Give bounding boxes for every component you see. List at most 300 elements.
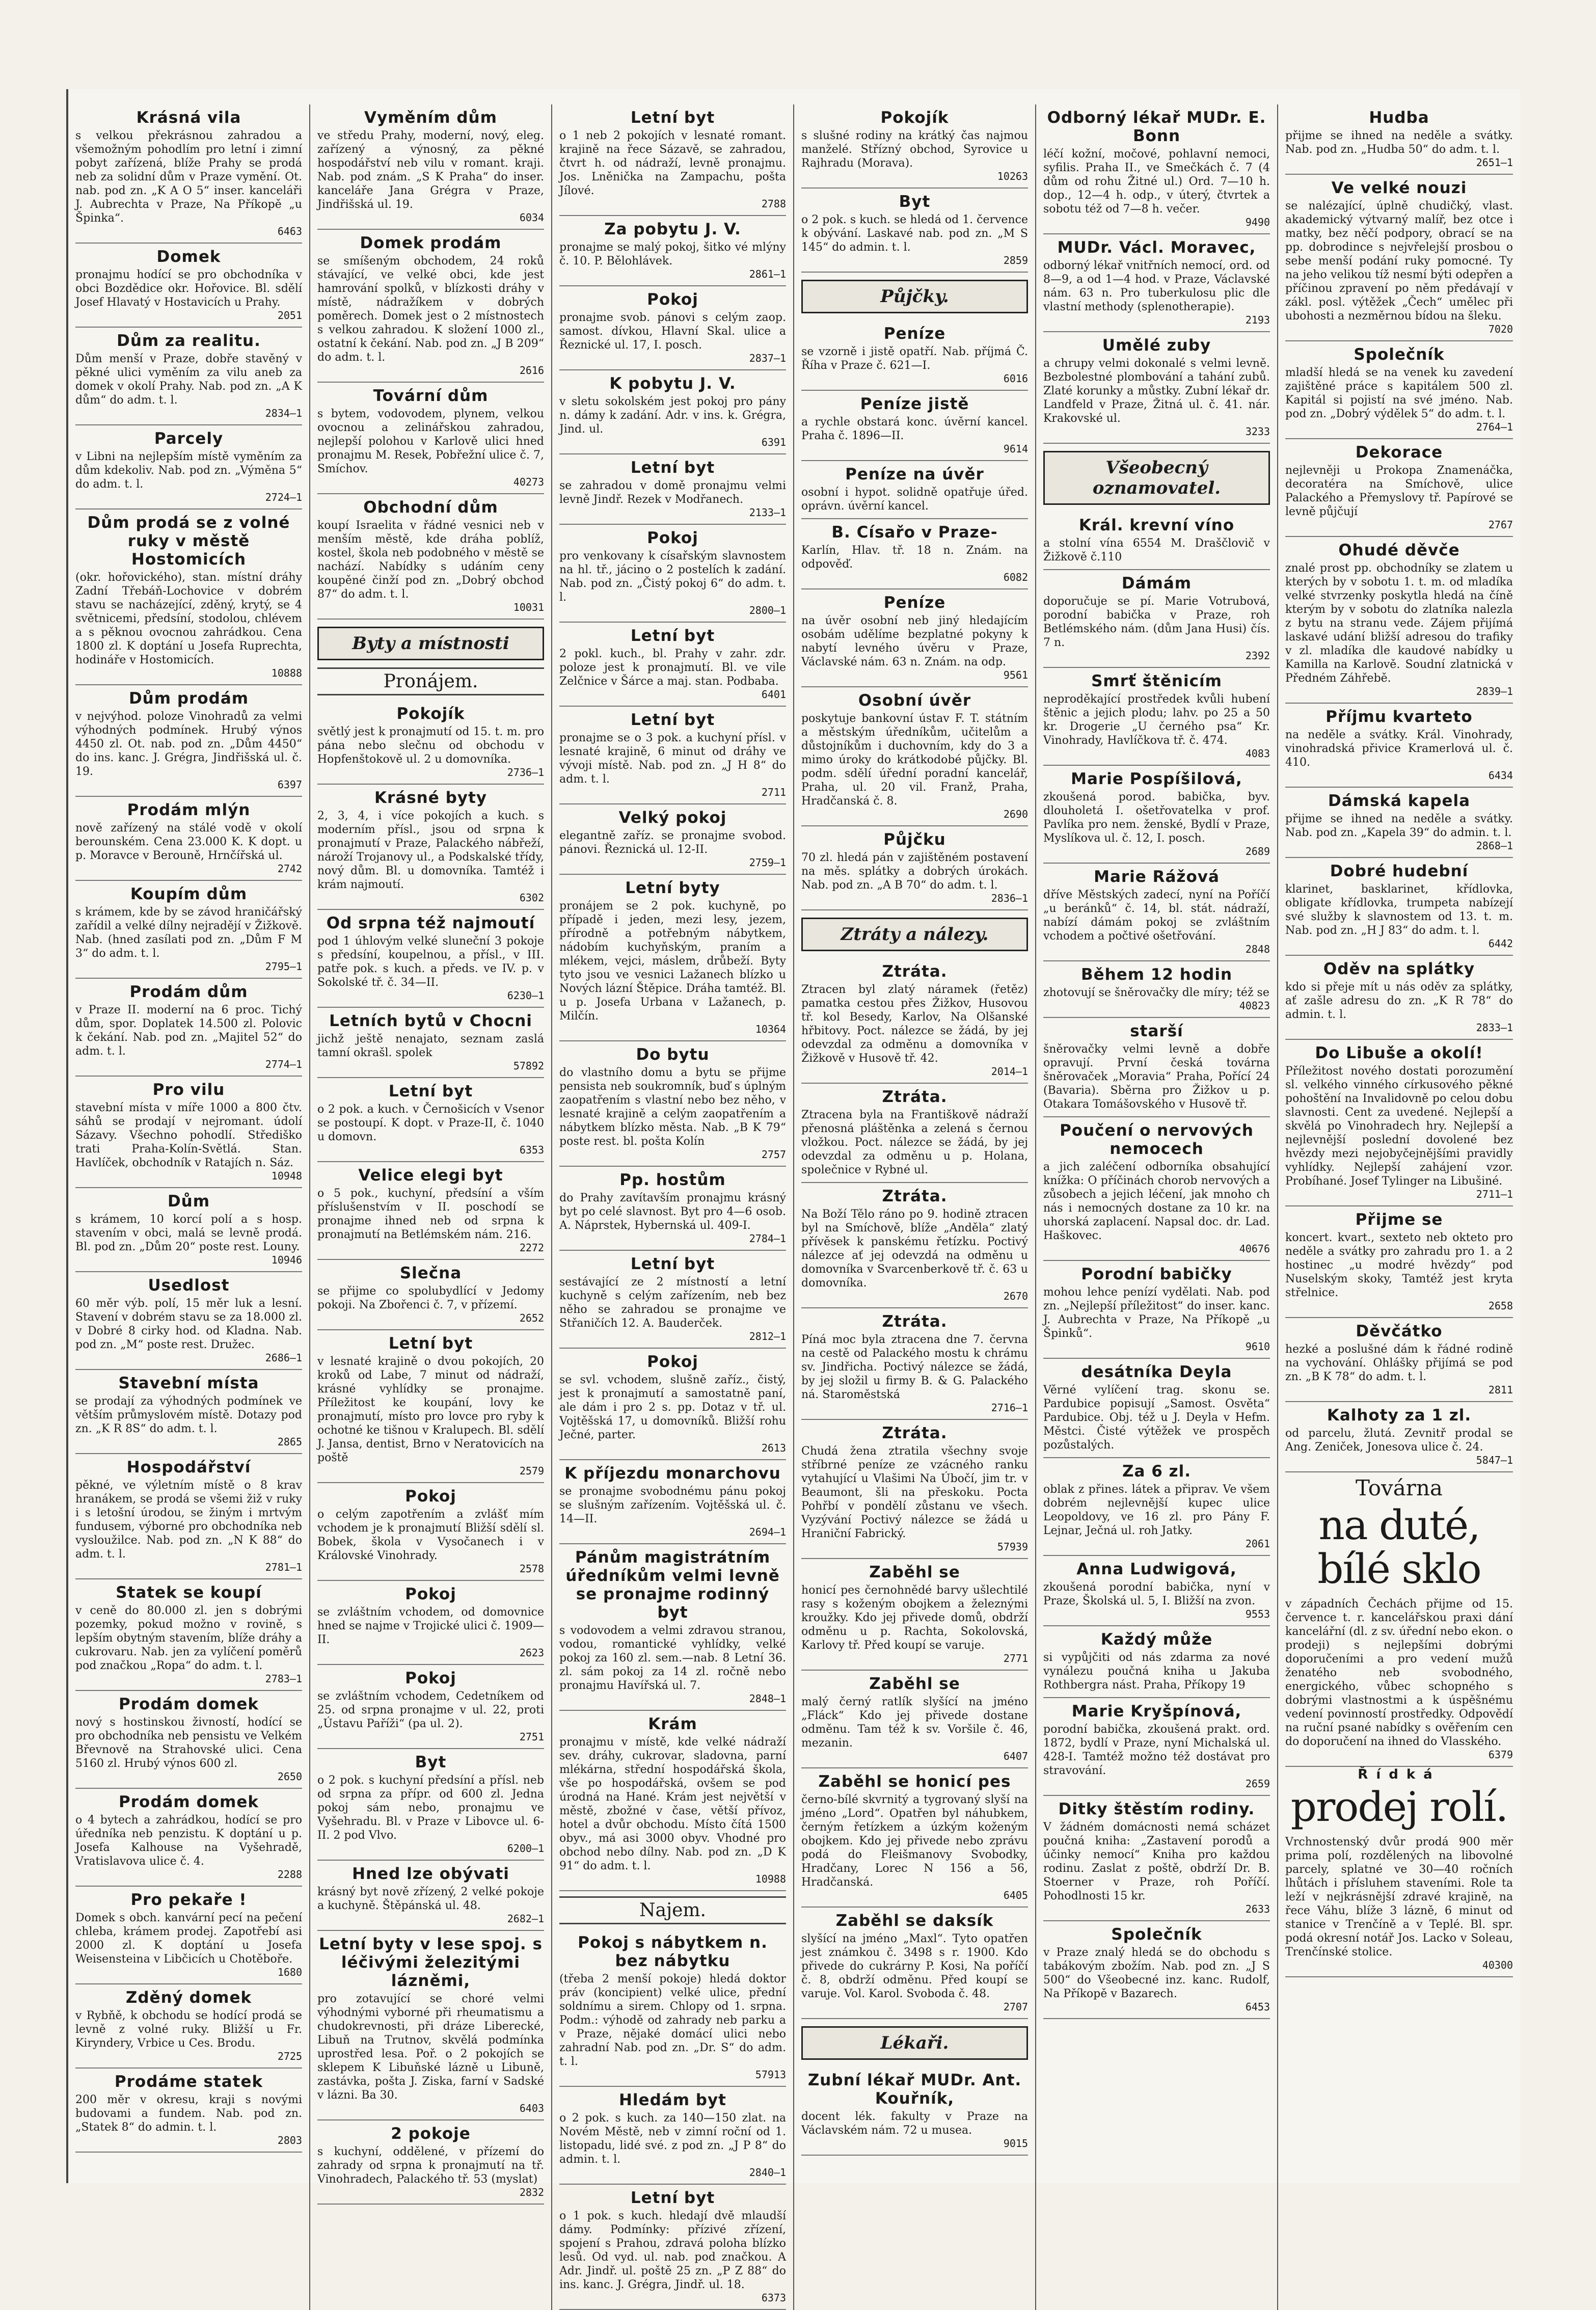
classified-ad <box>559 707 786 804</box>
classified-ad <box>317 230 544 383</box>
ad-number: 3233 <box>1245 425 1270 438</box>
classified-ad <box>317 1008 544 1078</box>
classified-ad <box>317 104 544 230</box>
ad-body: a chrupy velmi dokonalé s velmi levně. Bezbolestné plombování a tahání zubů. Zlaté korunky a můstky. Zubní lékař dr. Landfeld v Praze, Žitná ul. č. 41. nár. Krakovské ul. <box>1043 357 1270 425</box>
ad-body: osobní i hypot. solidně opatřuje úřed. oprávn. úvěrní kancel. <box>801 486 1028 513</box>
ad-body: o 2 pok. s kuch. za 140—150 zlat. na Novém Městě, neb v zimní roční od 1. listopadu, lidé své. z pod zn. „J P 8“ do admin. t. l. <box>559 2112 786 2166</box>
ad-number: 6082 <box>1003 571 1028 583</box>
ad-number: 2690 <box>1003 808 1028 820</box>
ad-number: 2616 <box>519 364 544 377</box>
classified-ad <box>75 2069 302 2153</box>
classified-ad <box>559 1349 786 1460</box>
classified-ad <box>75 1370 302 1454</box>
classified-ad <box>317 701 544 785</box>
ad-body: pronajmu hodící se pro obchodníka v obci Bozdědice okr. Hořovice. Bl. sdělí Josef Hlavatý v Hostavicích u Prahy. <box>75 268 302 309</box>
ad-title: Letní byt <box>388 1082 473 1100</box>
ad-body: 60 měr výb. polí, 15 měr luk a lesní. Stavení v dobrém stavu se za 18.000 zl. v Dobré 8 cirky hod. od Kladna. Nab. pod zn. „M“ poste rest. Družec. <box>75 1297 302 1351</box>
classified-ad <box>317 494 544 620</box>
ad-body: stavební místa v míře 1000 a 800 čtv. sáhů se prodají v nejromant. údolí Sázavy. Všechno pohodlí. Střediško trati Praha-Kolín-Světlá. Stan. Havlíček, obchodník v Ratajích n. Sáz. <box>75 1102 302 1169</box>
ad-title: Pro vilu <box>152 1081 225 1099</box>
ad-number: 2014—1 <box>991 1065 1028 1078</box>
ad-number: 2651—1 <box>1476 156 1513 169</box>
ad-title: Prodáme statek <box>114 2073 263 2091</box>
ad-title: Marie Pospíšilová, <box>1071 770 1242 788</box>
ad-title: Letní byt <box>630 2189 715 2207</box>
ad-body: v lesnaté krajině o dvou pokojích, 20 kroků od Labe, 7 minut od nádraží, krásné vyhlídky se pronajme. Příležitost ke koupání, lovy ke pronajmutí, místo pro lovce pro ryby k ochotné ke tišnou v Kralupech. Bl. sdělí J. Jansa, dentist, Brno v Neratovicích na poště <box>317 1355 544 1464</box>
ad-number: 9490 <box>1245 216 1270 228</box>
classified-ad <box>559 370 786 454</box>
ad-title: Velký pokoj <box>618 809 727 827</box>
ad-number: 2833—1 <box>1476 1022 1513 1034</box>
ad-title: Ztráta. <box>882 1187 948 1205</box>
ad-body: honicí pes černohnědé barvy ušlechtilé rasy s koženým obojkem a železnými kroužky. Kdo jej přivede domů, obdrží odměnu u p. Rachta, Sokolovská, Karlovy tř. Před koupí se varuje. <box>801 1584 1028 1652</box>
classified-ad <box>559 1544 786 1711</box>
ad-body: o 2 pok. s kuch. se hledá od 1. července k obývání. Laskavé nab. pod zn. „M S 145“ do admin. t. l. <box>801 213 1028 254</box>
classified-ad <box>1043 234 1270 332</box>
classified-ad <box>559 104 786 216</box>
ad-title: Peníze <box>883 594 946 612</box>
ad-number: 2783—1 <box>265 1673 302 1685</box>
ad-body: Chudá žena ztratila všechny svoje stříbrné peníze ze vzácného ranku vytahující u Vlašimi Na Úbočí, jim tr. v Beaumont, šli na přeskoku. Pocta Pohřbí v pondělí zůstanu ve všech. Vyzývání Poctivý nálezce se žádá u Hraniční Fabrický. <box>801 1445 1028 1540</box>
ad-title: Odborný lékař MUDr. E. Bonn <box>1047 109 1266 145</box>
classified-ad <box>75 1789 302 1887</box>
classified-ad <box>559 623 786 707</box>
ad-body: pěkné, ve výletním místě o 8 krav hranákem, se prodá se všemi žiž v ruky i s letošní úrodou, se žiným i mrtvým fundusem, výborné pro obchodníka neb vysloužilce. Nab. pod zn. „N K 88“ do adm. t. l. <box>75 1479 302 1561</box>
ad-title: Porodní babičky <box>1081 1265 1232 1283</box>
ad-title: Pokoj <box>647 290 698 309</box>
ad-body: šněrovačky velmi levně a dobře opravují. První česká továrna šněrovaček „Moravia“ Praha, Pořící 24 (Bavaria). Sběrna pro Žižkov u p. Otakara Tomášovského v Husově tř. <box>1043 1043 1270 1111</box>
classified-ad <box>801 958 1028 1084</box>
ad-title: Prodám dům <box>129 983 248 1001</box>
classified-ad <box>801 1908 1028 2019</box>
ad-number: 9610 <box>1245 1340 1270 1353</box>
ad-number: 10364 <box>755 1023 786 1035</box>
ad-title: Do bytu <box>636 1045 710 1064</box>
classified-ad <box>559 2087 786 2185</box>
ad-number: 2051 <box>277 309 302 321</box>
classified-ad <box>559 875 786 1041</box>
classified-ad <box>75 1272 302 1370</box>
ad-body: poskytuje bankovní ústav F. T. státním a městským úředníkům, učitelům a důstojníkům i duchovním, kdy do 3 a mimo úroky do krátkodobé půjčky. Bl. podm. sdělí úřední poradní kancelář, Praha, ul. 20 vil. Franž, Praha, Hradčanská č. 8. <box>801 712 1028 808</box>
ad-number: 6463 <box>277 225 302 237</box>
classified-ad <box>801 1183 1028 1308</box>
classified-ad <box>75 1454 302 1579</box>
column-3 <box>552 104 794 2310</box>
ad-body: s vodovodem a velmi zdravou stranou, vodou, romantické vyhlídky, velké pokoj za 160 zl. sem.—nab. 8 Letní 36. zl. sám pokoj za 14 zl. ročně nebo pronajmu Havířská ul. 7. <box>559 1624 786 1692</box>
ad-body: se pronajme svobodnému pánu pokoj se slušným zařízením. Vojtěšská ul. č. 14—II. <box>559 1485 786 1525</box>
classified-ad <box>75 979 302 1077</box>
classified-ad <box>559 1167 786 1251</box>
newspaper-page <box>66 89 1520 2304</box>
ad-title: Slečna <box>399 1264 462 1282</box>
ad-body: v západních Čechách přijme od 15. července t. r. kancelářskou praxi dání kancelářní (dl. z sv. úřední nebo ekon. o prodeji) s nejlepšími dobrými doporučeními a pro vedení mužů ženatého neb svobodného, energického, vůbec schopného s dobrými vlastnostmi a k úspěšnému vedení povinností prostředky. Odpovědí na ruční psané nabídky s ověřením cen do doporučení na ihned do Vlasského. <box>1285 1598 1513 1748</box>
ad-title: Letních bytů v Chocni <box>329 1012 532 1030</box>
classified-ad <box>801 104 1028 189</box>
ad-body: pronajme se o 3 pok. a kuchyní přísl. v lesnaté krajině, 6 minut od dráhy ve vývoji místě. Nab. pod zn. „J H 8“ do adm. t. l. <box>559 732 786 786</box>
ad-number: 2670 <box>1003 1290 1028 1302</box>
ad-body: zhotovují se šněrovačky dle míry; též se <box>1043 986 1269 999</box>
ad-title: Letní byt <box>630 1255 715 1273</box>
ad-number: 2724—1 <box>265 491 302 503</box>
ad-body: s krámem, kde by se závod hraničářský zařídil a velké dílny nejradějí v Žižkově. Nab. (hned zasílati pod zn. „Dům F M 3“ do adm. t. l. <box>75 906 302 960</box>
classified-ad <box>317 1483 544 1581</box>
ad-number: 9553 <box>1245 1608 1270 1620</box>
ad-number: 2689 <box>1245 845 1270 857</box>
ad-body: v nejvýhod. poloze Vinohradů za velmi výhodných podmínek. Hrubý výnos 4450 zl. Ot. nab. pod zn. „Dům 4450“ do ins. kanc. J. Grégra, Jindřišská ul. č. 19. <box>75 710 302 778</box>
ad-number: 2784—1 <box>749 1232 786 1245</box>
ad-body: hezké a poslušné dám k řádné rodině na vychování. Ohlášky přijímá se pod zn. „B K 78“ do adm. t. l. <box>1285 1343 1513 1383</box>
ad-number: 40273 <box>513 476 544 488</box>
ad-number: 2578 <box>519 1563 544 1575</box>
ad-title: Dům prodá se z volné ruky v městě Hostomicích <box>87 514 290 569</box>
ad-title: Ve velké nouzi <box>1331 179 1467 197</box>
classified-ad <box>801 1084 1028 1183</box>
ad-body: 2, 3, 4, i více pokojích a kuch. s moderním přísl., jsou od srpna k pronajmutí v Praze, Palackého nábřeží, nároží Trojanovy ul., a Podskalské třídy, nový dům. Bl. u domovníka. Tamtéž i krám najmoutí. <box>317 810 544 891</box>
ad-title: Za pobytu J. V. <box>604 220 741 238</box>
column-2 <box>310 104 552 2310</box>
ad-title: Marie Kryšpínová, <box>1071 1702 1242 1721</box>
ad-body: v Libni na nejlepším místě vyměním za dům kdekoliv. Nab. pod zn. „Výměna 5“ do adm. t. l. <box>75 450 302 491</box>
ad-title: Letní byty v lese spoj. s léčivými železitými lázněmi, <box>319 1935 543 1990</box>
classified-ad <box>1043 961 1270 1018</box>
ad-body: v ceně do 80.000 zl. jen s dobrými pozemky, pokud možno v rovině, s lepším obytným stavením, blíže dráhy a cukrovaru. Nab. jen za vylíčení poměrů pod značkou „Ropa“ do adm. t. l. <box>75 1604 302 1672</box>
ad-body: a stolní vína 6554 M. Draščlovič v Žižkově č.110 <box>1043 537 1270 563</box>
ad-title: Marie Rážová <box>1094 868 1220 886</box>
ad-title: Zaběhl se honicí pes <box>818 1772 1011 1791</box>
classified-ad <box>1043 1359 1270 1458</box>
classified-ad <box>75 1579 302 1691</box>
ad-number: 2837—1 <box>749 352 786 364</box>
ad-body: přijme se ihned na neděle a svátky. Nab. pod zn. „Hudba 50“ do adm. t. l. <box>1285 129 1513 156</box>
classified-ad <box>1285 1318 1513 1402</box>
section-heading: Půjčky. <box>801 280 1028 313</box>
ad-number: 2811 <box>1488 1384 1513 1396</box>
ad-number: 2694—1 <box>749 1526 786 1538</box>
ad-body: (třeba 2 menší pokoje) hledá doktor práv (koncipient) velké ulice, přední soldnímu a sirem. Chlopy od 1. srpna. Podm.: výhodě od zahrady neb parku a v Praze, nějaké domácí ulici nebo zahradní Nab. pod zn. „Dr. S“ do adm. t. l. <box>559 1973 786 2068</box>
classified-ad <box>317 785 544 910</box>
classified-ad <box>75 881 302 979</box>
ad-number: 10888 <box>271 667 302 679</box>
ad-number: 40300 <box>1482 1959 1513 1971</box>
ad-number: 2272 <box>519 1242 544 1254</box>
ad-title: Pokoj <box>405 1487 456 1506</box>
ad-body: doporučuje se pí. Marie Votrubová, porodní babička v Praze, roh Betlémského nám. (dům Jana Husi) čís. 7 n. <box>1043 595 1270 649</box>
ad-title: Dámská kapela <box>1328 792 1471 810</box>
classified-ad <box>317 1330 544 1483</box>
ad-title: K pobytu J. V. <box>609 374 736 393</box>
classified-ad <box>75 797 302 881</box>
ad-number: 2133—1 <box>749 506 786 519</box>
ad-body: o 1 pok. s kuch. hledají dvě mlaudší dámy. Podmínky: přízivé zřízení, spojení s Prahou, zdravá poloha blízko lesů. Od vyd. ul. nab. pod značkou. A Adr. Jindř. ul. poště 25 zn. „P Z 88“ do ins. kanc. J. Grégra, Jindř. ul. 18. <box>559 2210 786 2291</box>
column-5 <box>1036 104 1278 2310</box>
ad-body: docent lék. fakulty v Praze na Václavském nám. 72 u musea. <box>801 2110 1028 2137</box>
ad-title: Zaběhl se <box>869 1675 960 1693</box>
ad-body: v Rybňě, k obchodu se hodící prodá se levně z volné ruky. Bližší u Fr. Kiryndery, Vrbice u Ces. Brodu. <box>75 2009 302 2050</box>
ad-title: Umělé zuby <box>1102 336 1211 355</box>
ad-title: Hledám byt <box>618 2091 726 2109</box>
classified-ad <box>801 2067 1028 2156</box>
ad-number: 2392 <box>1245 650 1270 662</box>
ad-title: Pánům magistrátním úředníkům velmi levně se pronajme rodinný byt <box>565 1548 780 1622</box>
display-headline: na duté, bílé sklo <box>1317 1501 1481 1593</box>
ad-title: Vyměním dům <box>364 109 497 127</box>
ad-number: 5847—1 <box>1476 1454 1513 1466</box>
classified-ad <box>1285 341 1513 439</box>
classified-ad <box>75 1188 302 1272</box>
ad-title: Peníze <box>883 325 946 343</box>
ad-title: Letní byt <box>630 627 715 645</box>
ad-number: 9614 <box>1003 443 1028 455</box>
ad-title: Každý může <box>1100 1630 1213 1649</box>
ad-title: Pokoj <box>405 1585 456 1603</box>
classified-ad <box>317 1749 544 1861</box>
ad-body: se nalézající, úplně chudičký, vlast. akademický výtvarný malíř, bez otce i matky, bez něčí podpory, obrací se na pp. dobrodince s nejvřelejší prosbou o sebe menší podání ruky pomocné. Ty na jeho velikou tíž nesmí býti odepřen a příčinou zpravení po něm předávají v zákl. posl. výtěžek „Čech“ umělec při ubohosti a nezměrnou bídou na šleku. <box>1285 200 1513 323</box>
classified-ad <box>75 1887 302 1984</box>
ad-number: 6302 <box>519 892 544 904</box>
ad-body: na úvěr osobní neb jiný hledajícím osobám udělíme bezplatné pokyny k nabytí levného úvěru v Praze, Václavské nám. 63 n. Znám. na odp. <box>801 614 1028 668</box>
ad-title: Ohudé děvče <box>1338 541 1460 559</box>
classified-ad <box>1043 1626 1270 1698</box>
classified-ad <box>75 1984 302 2069</box>
ad-number: 2836—1 <box>991 892 1028 904</box>
classified-ad <box>1285 956 1513 1040</box>
ad-number: 2834—1 <box>265 407 302 419</box>
ad-number: 2736—1 <box>507 766 544 778</box>
ad-number: 6434 <box>1488 769 1513 782</box>
ad-number: 10031 <box>513 601 544 613</box>
ad-title: Zděný domek <box>125 1989 252 2007</box>
classified-columns <box>68 104 1520 2304</box>
ad-body: a jich zaléčení odborníka obsahující knížka: O příčinách chorob nervových a zůsobech a jejich léčení, jak mnoho ch nás i nemocných dostane za 10 kr. na uhorská zaplacení. Napsal doc. dr. Lad. Haškovec. <box>1043 1161 1270 1242</box>
ad-title: Pokojík <box>396 705 465 723</box>
ad-number: 2652 <box>519 1312 544 1324</box>
ad-number: 6353 <box>519 1144 544 1156</box>
ad-body: se svl. vchodem, slušně zaříz., čistý, jest k pronajmutí a samostatně paní, ale dám i pro 2 s. pp. Dotaz v tř. ul. Vojtěšská 17, u domovníků. Bližší rohu Ječné, parter. <box>559 1374 786 1441</box>
ad-number: 6391 <box>761 436 786 448</box>
subsection-heading: Pronájem. <box>317 667 544 695</box>
ad-title: Stavební místa <box>118 1374 259 1392</box>
classified-ad <box>801 1308 1028 1420</box>
ad-body: o 4 bytech a zahrádkou, hodící se pro úředníka neb penzistu. K doptání u p. Josefa Kalhouse na Vyšehradě, Vratislavova ulice č. 4. <box>75 1814 302 1868</box>
ad-title: Dům prodám <box>128 689 249 708</box>
classified-ad <box>75 1691 302 1789</box>
ad-title: Statek se koupí <box>116 1583 262 1602</box>
classified-ad <box>1285 1594 1513 1767</box>
ad-title: Ztráta. <box>882 962 948 981</box>
classified-ad <box>75 328 302 425</box>
classified-ad <box>1043 1458 1270 1556</box>
ad-body: malý černý ratlík slyšící na jméno „Fláck“ Kdo jej přivede dostane odměnu. Tam též k sv. Voršile č. 46, mezanin. <box>801 1696 1028 1750</box>
section-heading: Byty a místnosti <box>317 627 544 660</box>
section-heading: Ztráty a nálezy. <box>801 918 1028 951</box>
ad-body: o 1 neb 2 pokojích v lesnaté romant. krajině na řece Sázavě, se zahradou, čtvrt h. od nádraží, levně pronajmu. Jos. Lněnička na Zampachu, pošta Jílové. <box>559 129 786 197</box>
ad-body: neproděkající prostředek kvůli hubení štěnic a jejich plodu; lahv. po 25 a 50 kr. Drogerie „U černého psa“ Kr. Vinohrady, Havlíčkova tř. č. 474. <box>1043 693 1270 747</box>
ad-title: Hudba <box>1369 109 1429 127</box>
ad-title: B. Císařo v Praze- <box>831 523 998 542</box>
ad-title: Kalhoty za 1 zl. <box>1327 1406 1472 1425</box>
ad-body: zkoušená porod. babička, byv. dlouholetá I. ošetřovatelka v prof. Pavlíka pro nem. ženské, Bydlí v Praze, Myslíkova ul. č. 12, I. posch. <box>1043 791 1270 845</box>
ad-title: Domek prodám <box>360 234 502 252</box>
classified-ad <box>1285 439 1513 537</box>
ad-title: Letní byt <box>388 1334 473 1353</box>
ad-title: Prodám mlýn <box>127 801 251 819</box>
classified-ad <box>317 1581 544 1665</box>
ad-title: Ztráta. <box>882 1424 948 1442</box>
ad-body: 70 zl. hledá pán v zajištěném postavení na měs. splátky a dobrých úrokách. Nab. pod zn. „A B 70“ do adm. t. l. <box>801 851 1028 892</box>
ad-body: (okr. hořovického), stan. místní dráhy Zadní Třebáň-Lochovice v dobrém stavu se nacházející, zděný, krytý, se 4 světnicemi, předsíní, stodolou, chlévem a s pěknou ovocnou zahrádkou. Cena 1800 zl. K doptání u Josefa Ruprechta, hodináře v Hostomicích. <box>75 571 302 666</box>
ad-number: 2865 <box>277 1436 302 1448</box>
ad-title: Ztráta. <box>882 1088 948 1106</box>
ad-body: pro venkovany k císařským slavnostem na hl. tř., jácino o 2 postelích k zadání. Nab. pod zn. „Čistý pokoj 6“ do adm. t. l. <box>559 550 786 604</box>
ad-body: Ztracen byl zlatý náramek (řetěz) pamatka cestou přes Žižkov, Husovou tř. kol Besedy, Karlov, Na Olšanské hřbitovy. Poct. nálezce se žádá, by jej odevzdal za odměnu a domovníka v Žižkově v Husově tř. 42. <box>801 983 1028 1065</box>
ad-body: jichž ještě nenajato, seznam zaslá tamní okrašl. spolek <box>317 1033 544 1059</box>
classified-ad <box>1285 175 1513 341</box>
classified-ad <box>559 804 786 875</box>
ad-number: 2788 <box>761 198 786 210</box>
ad-title: Hned lze obývati <box>352 1865 509 1883</box>
ad-title: Zaběhl se <box>869 1563 960 1581</box>
classified-ad <box>1285 704 1513 788</box>
ad-title: Krásné byty <box>374 789 487 807</box>
ad-number: 2711 <box>761 786 786 798</box>
ad-body: o 2 pok. a kuch. v Černošicích v Vsenor se postoupí. K dopt. v Praze-II, č. 1040 u domovn. <box>317 1103 544 1143</box>
ad-number: 2682—1 <box>507 1913 544 1925</box>
classified-ad <box>801 189 1028 273</box>
ad-body: v Praze znalý hledá se do obchodu s tabákovým zbožím. Nab. pod zn. „J S 500“ do Všeobecné inz. kanc. Rudolf, Na Příkopě v Bazarech. <box>1043 1946 1270 2000</box>
ad-title: MUDr. Václ. Moravec, <box>1057 238 1256 257</box>
ad-number: 2757 <box>761 1148 786 1161</box>
ad-title: Dům <box>167 1192 210 1211</box>
ad-title: Půjčku <box>883 830 946 849</box>
ad-title: Peníze jistě <box>860 395 969 413</box>
ad-body: se zvláštním vchodem, Cedetníkem od 25. od srpna pronajme v ul. 22, proti „Ústavu Paříži“ (pa ul. 2). <box>317 1690 544 1730</box>
ad-title: Ztráta. <box>882 1312 948 1331</box>
ad-number: 2861—1 <box>749 268 786 280</box>
ad-title: Letní byt <box>630 711 715 729</box>
ad-body: s slušné rodiny na krátký čas najmou manželé. Střízný obchod, Syrovice u Rajhradu (Morava). <box>801 129 1028 170</box>
ad-title: Peníze na úvěr <box>845 465 984 484</box>
classified-ad <box>1285 1040 1513 1206</box>
classified-ad <box>75 104 302 244</box>
ad-body: o 2 pok. s kuchyní předsíní a přísl. neb od srpna za přípr. od 600 zl. Jedna pokoj sám nebo, pronajmu ve Vyšehradu. Bl. v Praze v Libovce ul. 6-II. 2 pod Vlvo. <box>317 1774 544 1842</box>
ad-number: 10948 <box>271 1170 302 1182</box>
ad-number: 2840—1 <box>749 2166 786 2179</box>
ad-number: 2193 <box>1245 314 1270 326</box>
classified-ad <box>1285 858 1513 956</box>
ad-title: Ditky štěstím rodiny. <box>1058 1800 1255 1818</box>
ad-body: Domek s obch. kanvární pecí na pečení chleba, krámem prodej. Zapotřebí asi 2000 zl. K doptání u Josefa Weisensteina v Libčicích u Chotěboře. <box>75 1912 302 1966</box>
classified-ad <box>75 1077 302 1188</box>
ad-number: 2832 <box>519 2186 544 2198</box>
ad-number: 57939 <box>997 1541 1028 1553</box>
display-subheading: Továrna <box>1356 1475 1443 1500</box>
ad-title: Společník <box>1111 1925 1202 1944</box>
ad-number: 40676 <box>1239 1243 1270 1255</box>
classified-ad <box>801 826 1028 910</box>
column-4 <box>794 104 1036 2310</box>
ad-body: mladší hledá se na venek ku zavedení zajištěné práce s kapitálem 500 zl. Kapitál si pojistí na své jméno. Nab. pod zn. „Dobrý výdělek 5“ do adm. t. l. <box>1285 366 1513 420</box>
ad-body: se vzorně i jistě opatří. Nab. příjmá Č. Říha v Praze č. 621—I. <box>801 345 1028 372</box>
ad-title: Pp. hostům <box>619 1171 726 1189</box>
classified-ad <box>75 509 302 685</box>
ad-title: starší <box>1130 1022 1183 1040</box>
classified-ad <box>317 1665 544 1749</box>
ad-body: pro zotavující se choré velmi výhodnými vyborné při rheumatismu a chudokrevnosti, při dráze Liberecké, Libuň na Trutnov, skvělá podmínka uprostřed lesa. Poř. o 2 pokojích se sklepem K Libuňské lázně u Libuně, zastávka, pošta J. Ziska, farní v Sadské v lázni. Ba 30. <box>317 1993 544 2102</box>
ad-title: Pokojík <box>880 109 949 127</box>
ad-title: 2 pokoje <box>391 2125 471 2143</box>
classified-ad <box>801 687 1028 826</box>
ad-number: 57913 <box>755 2069 786 2081</box>
ad-number: 2633 <box>1245 1903 1270 1915</box>
classified-ad <box>317 1931 544 2120</box>
ad-title: Dámám <box>1121 574 1192 593</box>
ad-number: 9015 <box>1003 2137 1028 2150</box>
ad-title: Byt <box>899 193 931 211</box>
classified-ad <box>1043 512 1270 570</box>
ad-body: Na Boží Tělo ráno po 9. hodině ztracen byl na Smíchově, blíže „Anděla“ zlatý přívěsek k panskému řetízku. Poctivý nálezce ať jej odevzdá na odměnu u domovníka v Svarcenberkově tř. č. 63 u domovníka. <box>801 1208 1028 1290</box>
ad-title: Příjmu kvarteto <box>1326 708 1473 726</box>
ad-number: 2658 <box>1488 1300 1513 1312</box>
classified-ad <box>559 1460 786 1544</box>
classified-ad <box>1285 537 1513 704</box>
classified-ad <box>801 1768 1028 1908</box>
ad-body: se smíšeným obchodem, 24 roků stávající, ve velké obci, kde jest hamrování spolků, v blízkosti dráhy v místě, nádražíkem v dobrých poměrech. Domek jest o 2 místnostech s velkou zahradou. K složení 1000 zl., ostatní k čekání. Nab. pod zn. „J B 209“ do adm. t. l. <box>317 255 544 364</box>
ad-body: léčí kožní, močové, pohlavní nemoci, syfilis. Praha II., ve Smečkách č. 7 (4 dům od rohu Žitné ul.) Ord. 7—10 h. dop., 12—4 h. odp., v úterý, čtvrtek a sobotu též od 7—8 h. večer. <box>1043 148 1270 216</box>
section-heading: Všeobecný oznamovatel. <box>1043 451 1270 505</box>
section-heading: Lékaři. <box>801 2026 1028 2060</box>
ad-title: Dekorace <box>1355 443 1443 462</box>
ad-title: desátníka Deyla <box>1081 1363 1232 1381</box>
ad-body: o 5 pok., kuchyní, předsíní a vším příslušenstvím v II. poschodí se pronajme ihned neb od srpna k pronajmutí na Betlémském nám. 216. <box>317 1187 544 1241</box>
ad-body: pod 1 úhlovým velké sluneční 3 pokoje s předsíní, koupelnou, a přísl., v III. patře pok. s kuch. a předs. ve IV. p. v Sokolské tř. č. 34—II. <box>317 935 544 989</box>
ad-body: v Praze II. moderní na 6 proc. Tichý dům, spor. Doplatek 14.500 zl. Polovic k čekání. Nab. pod zn. „Majitel 52“ do adm. t. l. <box>75 1004 302 1058</box>
ad-body: se zvláštním vchodem, od domovnice hned se najme v Trojické ulici č. 1909—II. <box>317 1606 544 1646</box>
ad-body: v sletu sokolském jest pokoj pro pány n. dámy k zadání. Adr. v ins. k. Grégra, Jind. ul. <box>559 395 786 436</box>
classified-ad <box>1285 1402 1513 1472</box>
ad-body: Vrchnostenský dvůr prodá 900 měr prima polí, rozdělených na libovolné parcely, splatné ve 30—40 ročních lhůtách i přísluhem staveními. Role ta leží v nejkrásnější zdravé krajině, na řece Váhu, blíže 3 lázně, 6 minut od stanice v Trenčíně a v Teplé. Bl. spr. podá okresní notář Jos. Lacko v Soleau, Trenčínské stolice. <box>1285 1836 1513 1958</box>
ad-title: Domek <box>156 248 221 266</box>
ad-body: klarinet, basklarinet, křídlovka, obligate křídlovka, trumpeta nabízejí své služby k slavnostem od 13. t. m. Nab. pod zn. „H J 83“ do adm. t. l. <box>1285 883 1513 937</box>
classified-ad <box>317 1162 544 1260</box>
classified-ad <box>559 2185 786 2310</box>
ad-body: odborný lékař vnitřních nemocí, ord. od 8—9, a od 1—4 hod. v Praze, Václavské nám. 63 n. Pro tuberkulosu plic dle vlastní methody (splenotherapie). <box>1043 259 1270 313</box>
ad-body: do Prahy zavítavším pronajmu krásný byt po celé slavnost. Byt pro 4—6 osob. A. Náprstek, Hybernská ul. 409-I. <box>559 1192 786 1232</box>
ad-body: o celým zapotřením a zvlášť mím vchodem je k pronajmutí Bližší sdělí sl. Bobek, škola v Vysočanech i v Královské Vinohrady. <box>317 1508 544 1562</box>
classified-ad <box>1043 766 1270 864</box>
classified-ad <box>559 525 786 623</box>
ad-number: 2742 <box>277 863 302 875</box>
column-1 <box>68 104 310 2310</box>
ad-title: K příjezdu monarchovu <box>564 1464 781 1483</box>
classified-ad <box>1043 1698 1270 1796</box>
ad-body: porodní babička, zkoušená prakt. ord. 1872, bydlí v Praze, nyní Michalská ul. 428-I. Tamtéž možno též dostávat pro stravování. <box>1043 1723 1270 1777</box>
ad-body: Karlín, Hlav. tř. 18 n. Znám. na odpověď. <box>801 544 1028 571</box>
ad-number: 6016 <box>1003 372 1028 385</box>
ad-number: 40823 <box>1239 1000 1270 1012</box>
classified-ad <box>75 425 302 509</box>
ad-body: sestávající ze 2 místností a letní kuchyně s celým zařízením, neb bez něho se zahradou se pronajme ve Střaničích 12. A. Bauderček. <box>559 1276 786 1330</box>
ad-body: koupí Israelita v řádné vesnici neb v menším městě, kde dráha poblíž, kostel, škola neb podobného v městě se nachází. Nabídky s udáním ceny koupěné činží pod zn. „Dobrý obchod 87“ do adm. t. l. <box>317 519 544 601</box>
classified-ad <box>75 244 302 328</box>
ad-body: znalé prost pp. obchodníky se zlatem u kterých by v sobotu 1. t. m. od mladíka velké stvrzenky poskytla hledá na číně kterým by v sobotu do zlatníka nalezla z bytu na stranu vede. Zájem přijímá laskavé udání bližší adresou do trafiky v zl. mladíka dle kaudové nabídky u Kamilla na Karlově. Soudní zlatnická v Předném Záhřebě. <box>1285 562 1513 685</box>
ad-number: 6407 <box>1003 1750 1028 1762</box>
ad-body: se prodají za výhodných podmínek ve větším průmyslovém místě. Dotazy pod zn. „K R 8S“ do adm. t. l. <box>75 1395 302 1435</box>
classified-ad <box>1285 104 1513 175</box>
ad-title: Poučení o nervových nemocech <box>1060 1121 1254 1158</box>
ad-number: 10988 <box>755 1873 786 1885</box>
ad-title: Dobré hudební <box>1330 862 1469 880</box>
ad-number: 6034 <box>519 211 544 224</box>
